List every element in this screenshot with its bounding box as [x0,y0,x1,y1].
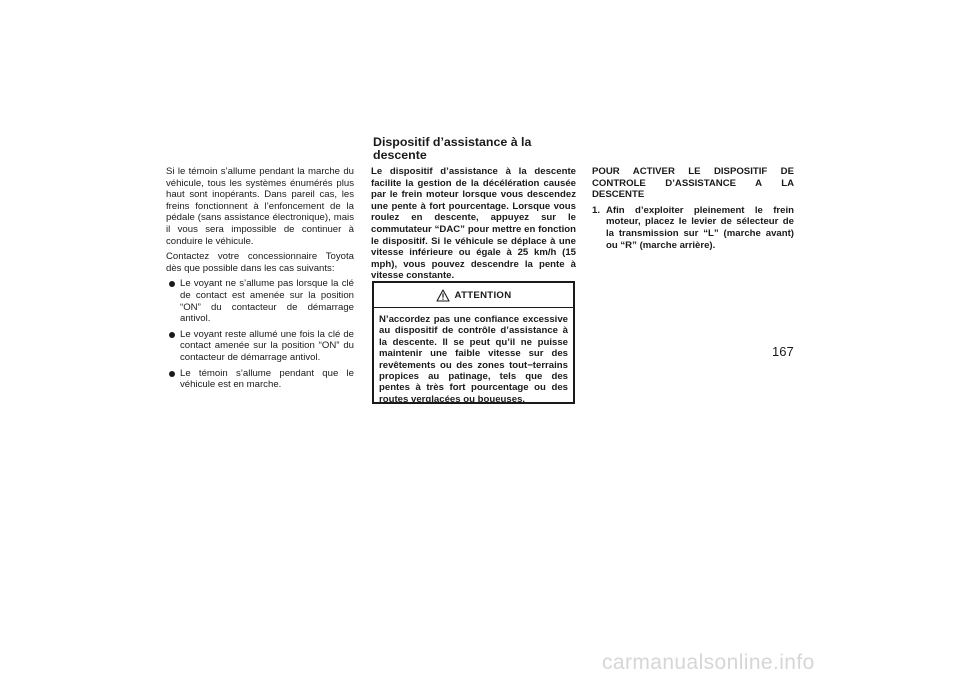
attention-box [372,281,575,404]
list-item-text: Le voyant ne s’allume pas lorsque la clé de contact est amenée sur la position “ON” du contacteur de démarrage antivol. [180,278,354,325]
step-text: Afin d’exploiter pleinement le frein moteur, placez le levier de sélecteur de la transmission sur “L” (marche avant) ou “R” (marche arrière). [606,204,794,251]
step-item [592,205,794,251]
bullet-icon [169,371,175,377]
page-number: 167 [772,344,794,359]
right-column [592,166,794,251]
contact-dealer-paragraph: Contactez votre concessionnaire Toyota dès que possible dans les cas suivants: [166,251,354,274]
list-item [166,278,354,324]
list-item [166,329,354,364]
section-intro: Le dispositif d’assistance à la descente facilite la gestion de la décélération causée par le frein moteur lorsque vous descendez une pente à fort pourcentage. Lorsque vous roulez en descente, appuyez sur le commutateur “DAC” pour mettre en fonction le dispositif. Si le véhicule se déplace à une vitesse inférieure ou égale à 25 km/h (15 mph), vous pouvez descendre la pente à vitesse constante. [371,166,576,282]
step-number: 1. [592,204,601,216]
list-item [166,368,354,391]
list-item-text: Le voyant reste allumé une fois la clé de contact amenée sur la position “ON” du contacteur de démarrage antivol. [180,328,354,363]
bullet-icon [169,281,175,287]
left-column [166,166,354,395]
bullet-icon [169,332,175,338]
list-item-text: Le témoin s’allume pendant que le véhicule est en marche. [180,367,354,391]
middle-column [371,166,576,286]
section-title: Dispositif d’assistance à la descente [373,135,532,163]
failure-paragraph: Si le témoin s’allume pendant la marche du véhicule, tous les systèmes énumérés plus haut sont inopérants. Dans pareil cas, les freins fonctionnent à l’enfoncement de la pédale (sans assistance électronique), mais il vous sera impossible de continuer à conduire le véhicule. [166,166,354,247]
watermark: carmanualsonline.info [602,651,815,674]
condition-list [166,278,354,390]
attention-text: N’accordez pas une confiance excessive au dispositif de contrôle d’assistance à la descente. Il se peut qu’il ne puisse maintenir une faible vitesse sur des revêtements ou des zones tout−terrains propices au patinage, tels que des pentes à très fort pourcentage ou des routes verglacées ou boueuses. [379,314,568,405]
attention-label: ATTENTION [454,289,512,301]
attention-header [374,283,573,308]
warning-triangle-icon [436,289,450,302]
activation-heading: POUR ACTIVER LE DISPOSITIF DE CONTROLE D’ASSISTANCE A LA DESCENTE [592,166,794,201]
